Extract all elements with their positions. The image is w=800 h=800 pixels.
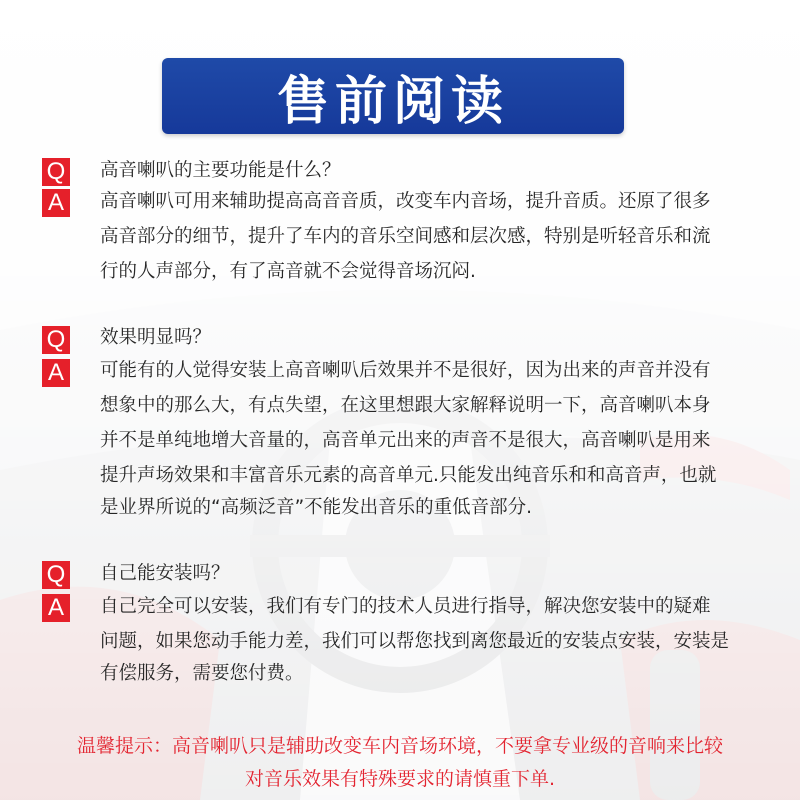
answer-line: 是业界所说的“高频泛音”不能发出音乐的重低音部分.	[100, 497, 533, 518]
title-banner	[162, 58, 624, 134]
warm-tip-line2: 对音乐效果有特殊要求的请慎重下单.	[244, 768, 556, 790]
question-text: 效果明显吗？	[100, 327, 212, 348]
question-badge: Q	[42, 561, 70, 589]
answer-line: 行的人声部分，有了高音就不会觉得音场沉闷.	[100, 261, 476, 282]
answer-line: 并不是单纯地增大音量的，高音单元出来的声音不是很大，高音喇叭是用来	[100, 430, 711, 451]
answer-line: 有偿服务，需要您付费。	[100, 663, 304, 684]
warm-tip-line1: 温馨提示：高音喇叭只是辅助改变车内音场环境，不要拿专业级的音响来比较	[76, 735, 723, 757]
answer-badge: A	[42, 594, 70, 622]
answer-line: 问题，如果您动手能力差，我们可以帮您找到离您最近的安装点安装，安装是	[100, 631, 730, 652]
page-title: 售前阅读	[276, 71, 509, 132]
question-badge: Q	[42, 158, 70, 186]
question-text: 自己能安装吗？	[100, 563, 230, 584]
answer-line: 想象中的那么大，有点失望，在这里想跟大家解释说明一下，高音喇叭本身	[100, 395, 711, 416]
answer-badge: A	[42, 189, 70, 217]
answer-line: 自己完全可以安装，我们有专门的技术人员进行指导，解决您安装中的疑难	[100, 596, 711, 617]
answer-line: 提升声场效果和丰富音乐元素的高音单元.只能发出纯音乐和和高音声，也就	[100, 465, 717, 486]
question-badge: Q	[42, 326, 70, 354]
answer-line: 高音部分的细节，提升了车内的音乐空间感和层次感，特别是听轻音乐和流	[100, 226, 711, 247]
answer-badge: A	[42, 359, 70, 387]
question-text: 高音喇叭的主要功能是什么？	[100, 160, 341, 181]
answer-line: 可能有的人觉得安装上高音喇叭后效果并不是很好，因为出来的声音并没有	[100, 360, 711, 381]
answer-line: 高音喇叭可用来辅助提高高音音质，改变车内音场，提升音质。还原了很多	[100, 191, 711, 212]
